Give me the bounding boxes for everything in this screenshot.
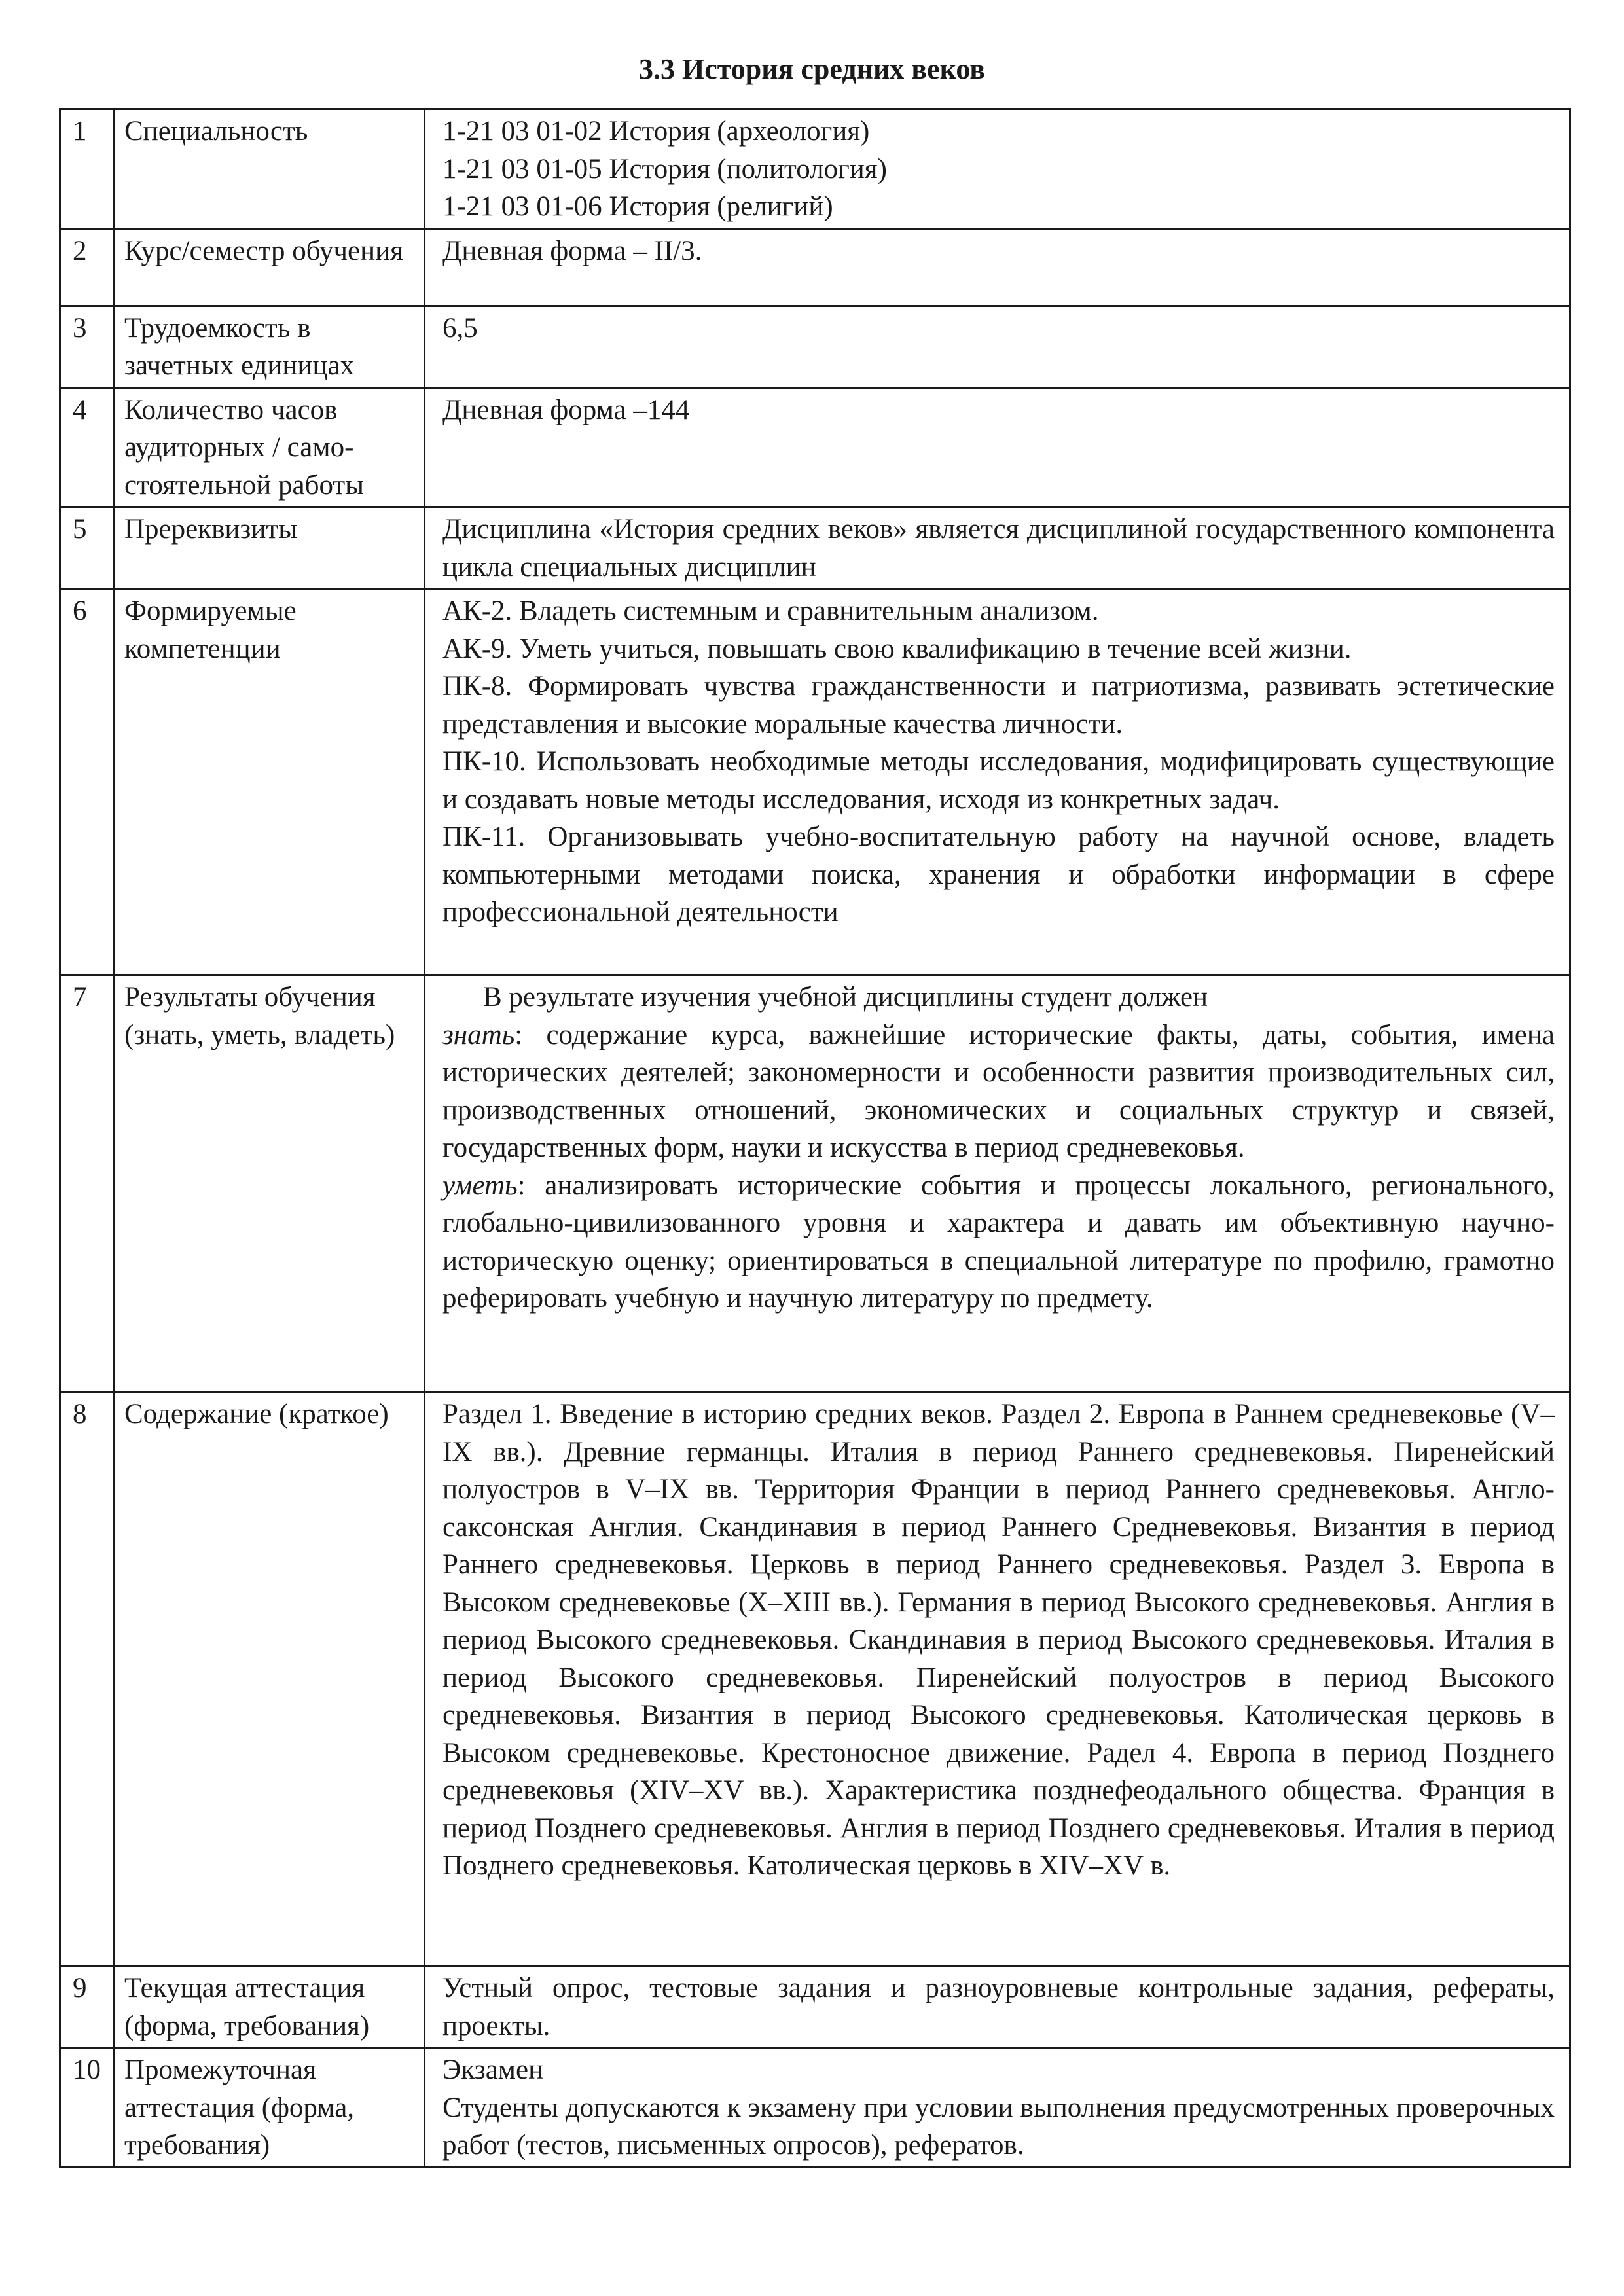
row-value: 6,5	[425, 306, 1570, 387]
row-label: Специальность	[115, 109, 425, 229]
row-label: Промежуточная аттестация (форма, требования)	[115, 2048, 425, 2168]
table-row	[60, 228, 1570, 306]
row-number: 8	[60, 1392, 115, 1966]
course-info-table	[59, 108, 1571, 2168]
can-text: : анализировать исторические события и процессы локального, регионального, глобально-цивилизованного уровня и характера и давать им объективную научно-историческую оценку; ориентироваться в специальной литературе по профилю, грамотно реферировать учебную и научную литературу по предмету.	[442, 1170, 1555, 1314]
row-label: Курс/семестр обучения	[115, 228, 425, 306]
row-number: 4	[60, 387, 115, 507]
know-text: : содержание курса, важнейшие исторические факты, даты, события, имена исторических деятелей; закономерности и особенности развития производительных сил, производственных отношений, экономических и социальных структур и связей, государственных форм, науки и искусства в период средневековья.	[442, 1019, 1555, 1163]
table-row	[60, 975, 1570, 1392]
row-value	[425, 975, 1570, 1392]
row-value	[425, 109, 1570, 229]
row-value	[425, 589, 1570, 975]
row-number: 5	[60, 507, 115, 589]
row-label: Трудоемкость в зачетных единицах	[115, 306, 425, 387]
competence-item: АК-2. Владеть системным и сравнительным анализом.	[442, 596, 1099, 626]
row-number: 9	[60, 1966, 115, 2048]
row-label: Содержание (краткое)	[115, 1392, 425, 1966]
exam-requirements: Студенты допускаются к экзамену при условии выполнения предусмотренных проверочных работ (тестов, письменных опросов), рефератов.	[442, 2092, 1555, 2161]
exam-label: Экзамен	[442, 2054, 544, 2085]
row-label: Результаты обучения (знать, уметь, владеть)	[115, 975, 425, 1392]
table-row	[60, 1392, 1570, 1966]
table-row	[60, 2048, 1570, 2168]
competence-item: ПК-8. Формировать чувства гражданственности и патриотизма, развивать эстетические представления и высокие моральные качества личности.	[442, 671, 1555, 740]
row-label: Количество часов аудиторных / само-стоятельной работы	[115, 387, 425, 507]
know-term: знать	[442, 1019, 515, 1050]
table-row	[60, 507, 1570, 589]
row-value: Раздел 1. Введение в историю средних веков. Раздел 2. Европа в Раннем средневековье (V–IX вв.). Древние германцы. Италия в период Раннего средневековья. Пиренейский полуостров в V–IX вв. Территория Франции в период Раннего средневековья. Англо-саксонская Англия. Скандинавия в период Раннего Средневековья. Византия в период Раннего средневековья. Церковь в период Раннего средневековья. Раздел 3. Европа в Высоком средневековье (X–XIII вв.). Германия в период Высокого средневековья. Англия в период Высокого средневековья. Скандинавия в период Высокого средневековья. Италия в период Высокого средневековья. Пиренейский полуостров в период Высокого средневековья. Византия в период Высокого средневековья. Католическая церковь в Высоком средневековье. Крестоносное движение. Радел 4. Европа в период Позднего средневековья (XIV–XV вв.). Характеристика позднефеодального общества. Франция в период Позднего средневековья. Англия в период Позднего средневековья. Италия в период Позднего средневековья. Католическая церковь в XIV–XV в.	[425, 1392, 1570, 1966]
row-value: Дневная форма – II/3.	[425, 228, 1570, 306]
row-value	[425, 2048, 1570, 2168]
table-row	[60, 109, 1570, 229]
specialty-line: 1-21 03 01-02 История (археология)	[442, 116, 870, 147]
results-can	[442, 1167, 1555, 1318]
row-number: 10	[60, 2048, 115, 2168]
table-row	[60, 1966, 1570, 2048]
results-know	[442, 1016, 1555, 1167]
row-value: Дневная форма –144	[425, 387, 1570, 507]
table-row	[60, 306, 1570, 387]
row-label: Формируемые компетенции	[115, 589, 425, 975]
table-row	[60, 589, 1570, 975]
page-title: 3.3 История средних веков	[638, 53, 986, 85]
competence-item: АК-9. Уметь учиться, повышать свою квалификацию в течение всей жизни.	[442, 633, 1352, 664]
row-number: 2	[60, 228, 115, 306]
row-number: 7	[60, 975, 115, 1392]
results-intro: В результате изучения учебной дисциплины студент должен	[483, 982, 1208, 1013]
row-label: Пререквизиты	[115, 507, 425, 589]
competence-item: ПК-10. Использовать необходимые методы исследования, модифицировать существующие и создавать новые методы исследования, исходя из конкретных задач.	[442, 746, 1555, 815]
row-label: Текущая аттестация (форма, требования)	[115, 1966, 425, 2048]
competence-item: ПК-11. Организовывать учебно-воспитательную работу на научной основе, владеть компьютерными методами поиска, хранения и обработки информации в сфере профессиональной деятельности	[442, 821, 1555, 927]
row-value: Устный опрос, тестовые задания и разноуровневые контрольные задания, рефераты, проекты.	[425, 1966, 1570, 2048]
table-row	[60, 387, 1570, 507]
row-number: 6	[60, 589, 115, 975]
specialty-line: 1-21 03 01-05 История (политология)	[442, 153, 887, 185]
row-value: Дисциплина «История средних веков» является дисциплиной государственного компонента цикла специальных дисциплин	[425, 507, 1570, 589]
row-number: 1	[60, 109, 115, 229]
row-number: 3	[60, 306, 115, 387]
can-term: уметь	[442, 1170, 518, 1201]
specialty-line: 1-21 03 01-06 История (религий)	[442, 191, 833, 222]
